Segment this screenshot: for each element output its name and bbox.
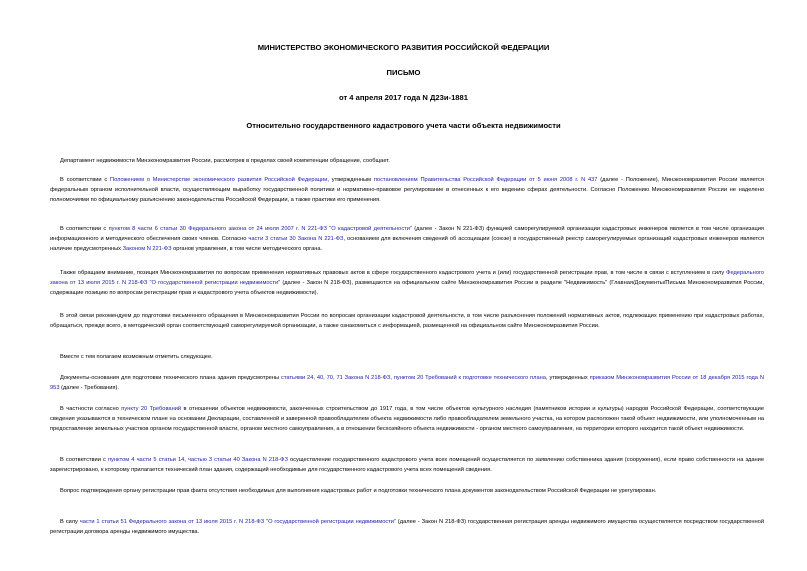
paragraph	[50, 224, 764, 254]
document-link[interactable]: пункту 20 Требований	[121, 405, 182, 412]
document-link[interactable]: пунктом 4 части 5 статьи 14	[107, 456, 185, 463]
paragraph-text: , основанием для включения сведений об ассоциации (союзе) в государственный реестр саморегулируемых организаций кадастровых инженеров является наличие предусмотренных	[50, 235, 764, 252]
paragraph-text: В силу	[60, 518, 80, 525]
paragraph-text: (далее - Закон N 218-ФЗ), размещаются на официальном сайте Минэкономразвития России в разделе "Недвижимость" (Главная/Документы/Письма Минэкономразвития России, содержащие позицию по вопросам регистрации прав и кадастрового учета объектов недвижимости).	[50, 279, 765, 296]
paragraph-text: В этой связи рекомендуем до подготовки письменного обращения в Минэкономразвития России по вопросам организации кадастровой деятельности, в том числе разъяснения положений нормативных актов, подлежащих применению при кадастровых работах, обращаться, прежде всего, в методический орган соответствующей саморегулируемой организации, а также ознакомиться с информацией, размещенной на официальном сайте Минэкономразвития России.	[50, 312, 764, 329]
document-type: ПИСЬМО	[386, 68, 421, 77]
paragraph-text: Вместе с тем полагаем возможным отметить следующее.	[60, 353, 213, 360]
document-link[interactable]: части 1 статьи 51 Федерального закона от 13 июля 2015 г. N 218-ФЗ "О государственной регистрации недвижимости"	[79, 518, 397, 525]
document-link[interactable]: приказом Минэкономразвития России от 18 декабря 2015 года N 953	[50, 374, 764, 391]
paragraph	[50, 404, 764, 434]
paragraph	[50, 486, 764, 496]
paragraph-text: (далее - Закон N 221-ФЗ) функцией саморегулируемой организации кадастровых инженеров является в том числе организация информационного и методического обеспечения своих членов. Согласно	[50, 225, 765, 242]
paragraph	[50, 455, 764, 475]
paragraph-text: Документы-основания для подготовки технического плана здания предусмотрены	[60, 374, 281, 381]
document-link[interactable]: статьями 24, 40, 70, 71 Закона N 218-ФЗ	[280, 374, 391, 381]
paragraph-text: ,	[390, 374, 394, 381]
document-date-number: от 4 апреля 2017 года N Д23и-1881	[339, 93, 468, 102]
paragraph-text: В соответствии с	[60, 176, 111, 183]
paragraph-text: (далее - Закон N 218-ФЗ) государственная регистрация аренды недвижимого имущества осуществляется посредством государственной регистрации договора аренды недвижимого имущества.	[50, 518, 764, 535]
paragraph-text: Вопрос подтверждения органу регистрации прав факта отсутствия необходимых для выполнения кадастровых работ и подготовки технического плана документов законодательством Российской Федерации не урегулирован.	[60, 487, 657, 494]
paragraph-text: В частности согласно	[60, 405, 122, 412]
paragraph	[50, 373, 764, 393]
ministry-title: МИНИСТЕРСТВО ЭКОНОМИЧЕСКОГО РАЗВИТИЯ РОССИЙСКОЙ ФЕДЕРАЦИИ	[257, 43, 550, 52]
document-link[interactable]: Законом N 221-ФЗ	[122, 245, 172, 252]
document-subject: Относительно государственного кадастрового учета части объекта недвижимости	[246, 121, 561, 130]
document-link[interactable]: пунктом 8 части 6 статьи 30 Федерального закона от 24 июля 2007 г. N 221-ФЗ "О кадастровой деятельности"	[108, 225, 412, 232]
document-link[interactable]: Федерального закона от 13 июля 2015 г. N 218-ФЗ "О государственной регистрации недвижимости"	[50, 269, 764, 286]
document-link[interactable]: Положением о Министерстве экономического развития Российской Федерации	[110, 176, 328, 183]
document-link[interactable]: постановлением Правительства Российской Федерации от 5 июня 2008 г. N 437	[373, 176, 598, 183]
paragraph-text: в отношении объектов недвижимости, законченных строительством до 1917 года, в том числе объектов культурного наследия (памятников истории и культуры) народов Российской Федерации, соответствующие сведения указываются в техническом плане на основании Декларации, составленной и заверенной правообладателем объекта недвижимости либо правообладателем земельного участка, на котором расположен такой объект недвижимости, или уполномоченным на предоставление земельных участков органом государственной власти, органом местного самоуправления, а в отношении бесхозяйного объекта недвижимости - органом местного самоуправления, на территории которого находится такой объект недвижимости.	[50, 405, 764, 432]
paragraph-text: ,	[184, 456, 188, 463]
paragraph	[50, 352, 764, 362]
document-link[interactable]: частью 3 статьи 40 Закона N 218-ФЗ	[187, 456, 288, 463]
document-link[interactable]: части 3 статьи 30 Закона N 221-ФЗ	[248, 235, 344, 242]
paragraph	[50, 175, 764, 205]
paragraph-text: В соответствии с	[60, 456, 108, 463]
paragraph-text: , утвержденных	[545, 374, 590, 381]
paragraph	[50, 268, 764, 298]
paragraph	[50, 156, 764, 166]
paragraph-text: , утвержденным	[327, 176, 374, 183]
paragraph-text: Также обращаем внимание, позиция Минэкономразвития по вопросам применения нормативных правовых актов в сфере государственного кадастрового учета и (или) государственной регистрации прав, в том числе в связи с вступлением в силу	[60, 269, 727, 276]
paragraph-text: органов управления, в том числе методического органа.	[171, 245, 323, 252]
paragraph-text: (далее - Положение), Минэкономразвития России является федеральным органом исполнительной власти, осуществляющим выработку государственной политики и нормативно-правовое регулирование в отнесенных к его ведению сферах деятельности. Согласно Положению Минэкономразвития России не наделено полномочиями по официальному разъяснению законодательства Российской Федерации, а также практики его применения.	[50, 176, 764, 203]
paragraph-text: осуществление государственного кадастрового учета всех помещений осуществляется по заявлению собственника здания (сооружения), если право собственности на здание зарегистрировано, к которому прилагается технический план здания, содержащий необходимые для государственного кадастрового учета всех помещений сведения.	[50, 456, 764, 473]
paragraph-text: В соответствии с	[60, 225, 109, 232]
paragraph-text: Департамент недвижимости Минэкономразвития России, рассмотрев в пределах своей компетенции обращение, сообщает.	[60, 157, 390, 164]
paragraph-text: (далее - Требования).	[59, 384, 119, 391]
paragraph	[50, 311, 764, 331]
paragraph	[50, 517, 764, 537]
document-link[interactable]: пунктом 20 Требований к подготовке технического плана	[393, 374, 546, 381]
